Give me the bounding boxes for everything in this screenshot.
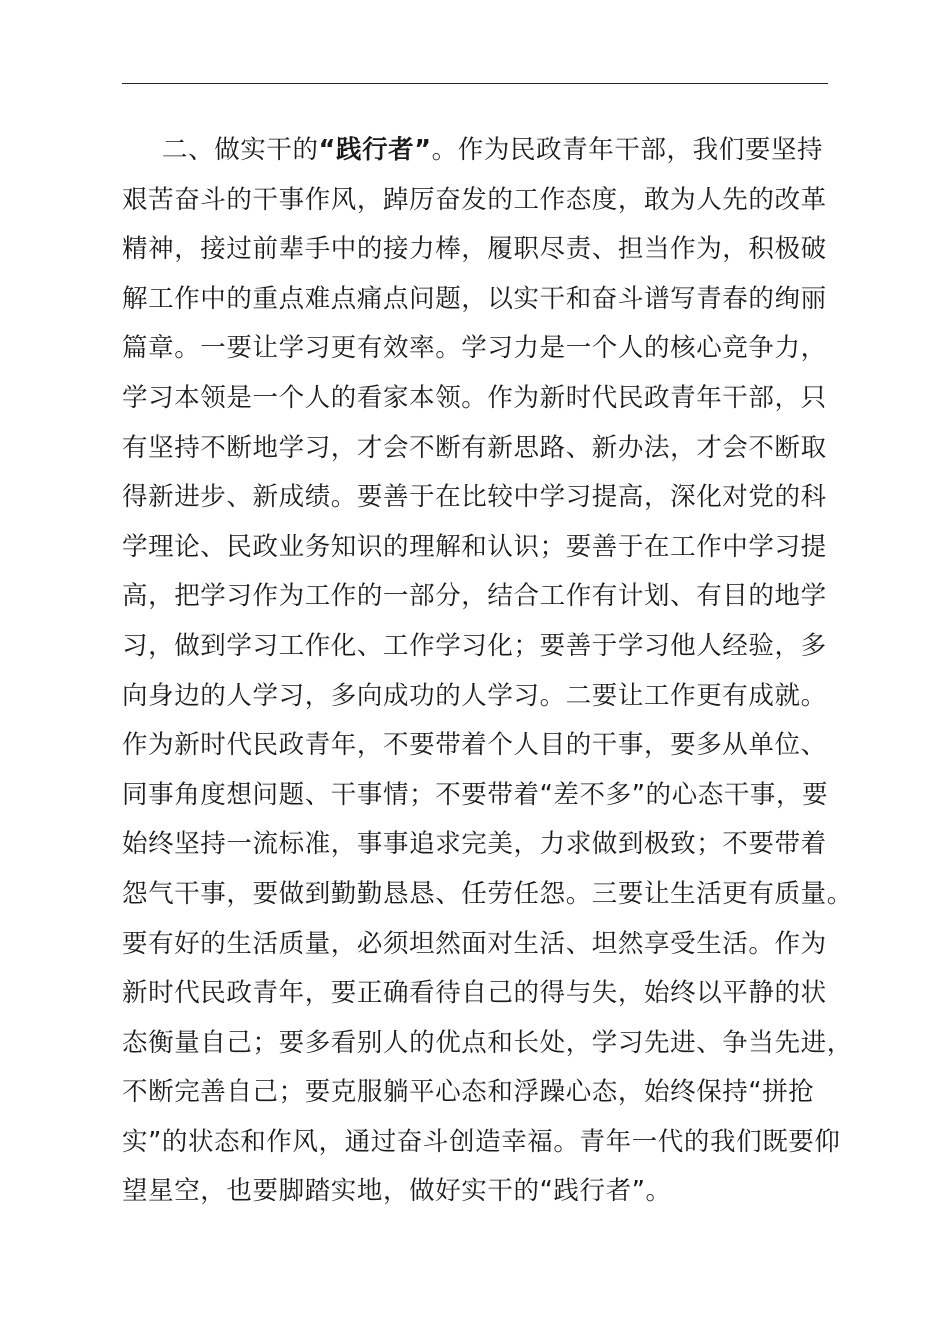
paragraph-line: 始终坚持一流标准，事事追求完美，力求做到极致；不要带着	[122, 829, 827, 860]
paragraph-line: 向身边的人学习，多向成功的人学习。二要让工作更有成就。	[122, 680, 827, 711]
paragraph-line: 实”的状态和作风，通过奋斗创造幸福。青年一代的我们既要仰	[122, 1126, 841, 1157]
paragraph-line: 习，做到学习工作化、工作学习化；要善于学习他人经验，多	[122, 630, 827, 661]
paragraph-line: 篇章。一要让学习更有效率。学习力是一个人的核心竞争力，	[122, 333, 827, 364]
paragraph-line: 艰苦奋斗的干事作风，踔厉奋发的工作态度，敢为人先的改革	[122, 184, 827, 215]
paragraph-line: 解工作中的重点难点痛点问题，以实干和奋斗谱写青春的绚丽	[122, 283, 827, 314]
paragraph-line: 有坚持不断地学习，才会不断有新思路、新办法，才会不断取	[122, 432, 827, 463]
paragraph-line: 精神，接过前辈手中的接力棒，履职尽责、担当作为，积极破	[122, 234, 827, 265]
paragraph-line: 高，把学习作为工作的一部分，结合工作有计划、有目的地学	[122, 581, 827, 612]
paragraph-line: 望星空，也要脚踏实地，做好实干的“践行者”。	[122, 1176, 672, 1207]
text-run: 二、做实干的	[162, 135, 319, 165]
paragraph-line: 不断完善自己；要克服躺平心态和浮躁心态，始终保持“拼抢	[122, 1077, 815, 1108]
body-paragraph	[122, 126, 853, 1217]
paragraph-line: 学习本领是一个人的看家本领。作为新时代民政青年干部，只	[122, 382, 827, 413]
paragraph-line: 要有好的生活质量，必须坦然面对生活、坦然享受生活。作为	[122, 928, 827, 959]
emphasis-quote: “践行者”	[318, 135, 432, 165]
paragraph-line: 同事角度想问题、干事情；不要带着“差不多”的心态干事，要	[122, 779, 829, 810]
header-rule	[122, 83, 828, 84]
paragraph-line	[122, 126, 842, 176]
paragraph-line: 新时代民政青年，要正确看待自己的得与失，始终以平静的状	[122, 978, 827, 1009]
paragraph-line: 态衡量自己；要多看别人的优点和长处，学习先进、争当先进，	[122, 1027, 853, 1058]
text-run: 。作为民政青年干部，我们要坚持	[431, 135, 824, 165]
paragraph-line: 得新进步、新成绩。要善于在比较中学习提高，深化对党的科	[122, 482, 827, 513]
paragraph-line: 怨气干事，要做到勤勤恳恳、任劳任怨。三要让生活更有质量。	[122, 878, 853, 909]
paragraph-line: 作为新时代民政青年，不要带着个人目的干事，要多从单位、	[122, 730, 827, 761]
paragraph-line: 学理论、民政业务知识的理解和认识；要善于在工作中学习提	[122, 531, 827, 562]
